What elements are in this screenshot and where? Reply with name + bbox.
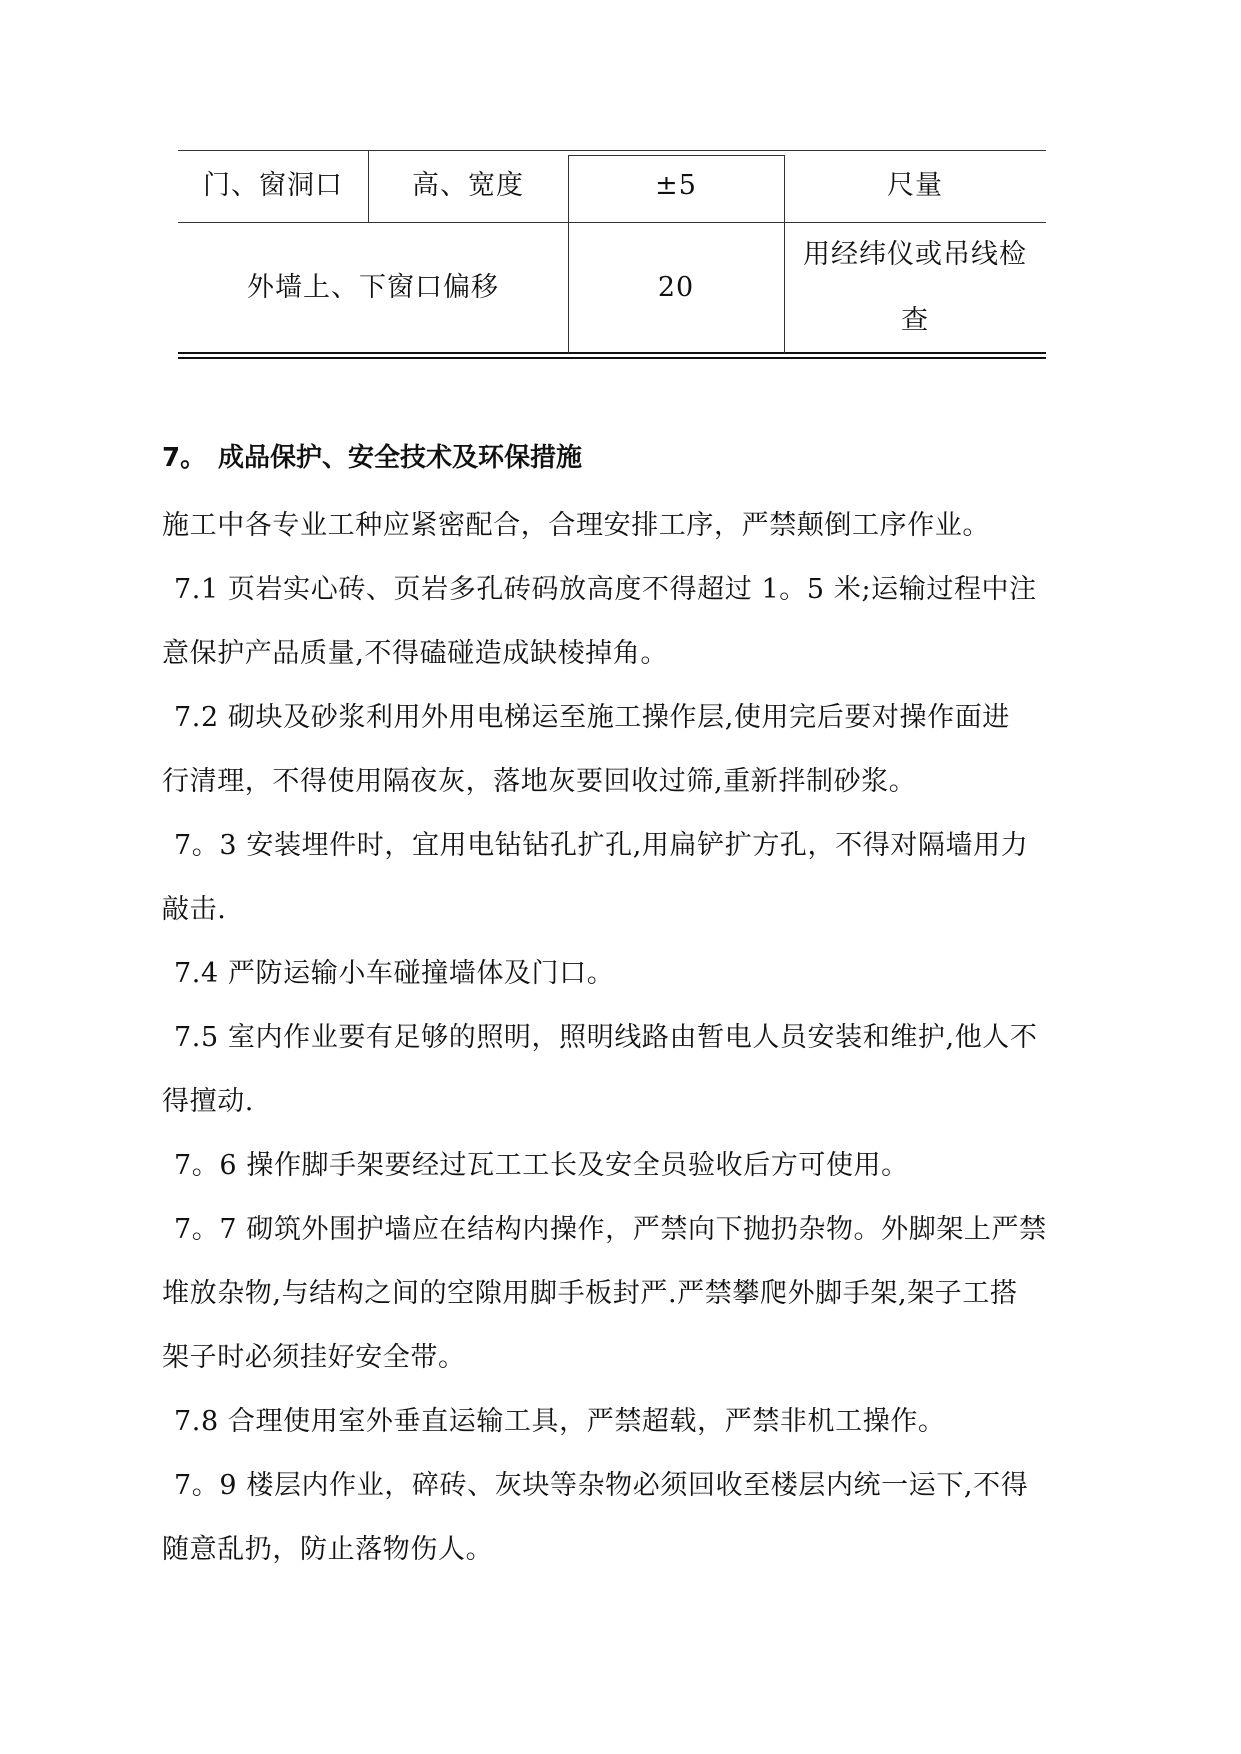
paragraph-line: 7。9 楼层内作业，碎砖、灰块等杂物必须回收至楼层内统一运下,不得 — [174, 1470, 1029, 1501]
paragraph-line: 得擅动. — [162, 1086, 254, 1117]
table-cell-method — [784, 222, 1046, 353]
section-title: 成品保护、安全技术及环保措施 — [218, 443, 583, 473]
paragraph-7-3 — [162, 814, 1092, 942]
paragraph-line: 7。3 安装埋件时，宜用电钻钻孔扩孔,用扁铲扩方孔，不得对隔墙用力 — [174, 830, 1029, 861]
paragraph-line: 7.4 严防运输小车碰撞墙体及门口。 — [174, 958, 615, 989]
table-cell-tolerance: 20 — [657, 271, 695, 303]
paragraph-intro — [162, 494, 1092, 558]
paragraph-line: 7.1 页岩实心砖、页岩多孔砖码放高度不得超过 1。5 米;运输过程中注 — [174, 574, 1037, 605]
paragraph-7-5 — [162, 1006, 1092, 1134]
table-cell-tolerance: ±5 — [655, 170, 697, 201]
table-cell-sub-item: 高、宽度 — [412, 170, 524, 201]
paragraph-7-8 — [162, 1390, 1092, 1454]
paragraph-line: 7。6 操作脚手架要经过瓦工工长及安全员验收后方可使用。 — [174, 1150, 909, 1181]
table-cell-method-line: 用经纬仪或吊线检 — [803, 238, 1027, 270]
paragraph-7-2 — [162, 686, 1092, 814]
paragraph-7-1 — [162, 558, 1092, 686]
paragraph-line: 7.8 合理使用室外垂直运输工具，严禁超载，严禁非机工操作。 — [174, 1406, 946, 1437]
paragraph-line: 堆放杂物,与结构之间的空隙用脚手板封严.严禁攀爬外脚手架,架子工搭 — [162, 1278, 1018, 1309]
tolerance-table — [178, 150, 1046, 360]
paragraph-line: 7。7 砌筑外围护墙应在结构内操作，严禁向下抛扔杂物。外脚架上严禁 — [174, 1214, 1047, 1245]
paragraph-line: 随意乱扔，防止落物伤人。 — [162, 1534, 494, 1565]
table-cell-method-line: 查 — [901, 304, 929, 336]
section-number: 7。 — [162, 443, 207, 473]
paragraph-line: 7.2 砌块及砂浆利用外用电梯运至施工操作层,使用完后要对操作面进 — [174, 702, 1010, 733]
paragraph-7-9 — [162, 1454, 1092, 1582]
paragraph-line: 施工中各专业工种应紧密配合，合理安排工序，严禁颠倒工序作业。 — [162, 510, 990, 541]
table-cell-method: 尺量 — [887, 170, 943, 201]
paragraph-line: 7.5 室内作业要有足够的照明，照明线路由暂电人员安装和维护,他人不 — [174, 1022, 1038, 1053]
paragraph-7-7 — [162, 1198, 1092, 1390]
paragraph-line: 架子时必须挂好安全带。 — [162, 1342, 466, 1373]
table-bottom-border-double — [178, 357, 1046, 359]
paragraph-7-4 — [162, 942, 1092, 1006]
table-cell-item: 门、窗洞口 — [203, 170, 343, 201]
paragraph-line: 敲击. — [162, 894, 227, 925]
section-heading — [162, 438, 582, 478]
paragraph-line: 行清理，不得使用隔夜灰，落地灰要回收过筛,重新拌制砂浆。 — [162, 766, 917, 797]
paragraph-7-6 — [162, 1134, 1092, 1198]
paragraph-line: 意保护产品质量,不得磕碰造成缺棱掉角。 — [162, 638, 668, 669]
table-cell-item: 外墙上、下窗口偏移 — [247, 271, 499, 303]
